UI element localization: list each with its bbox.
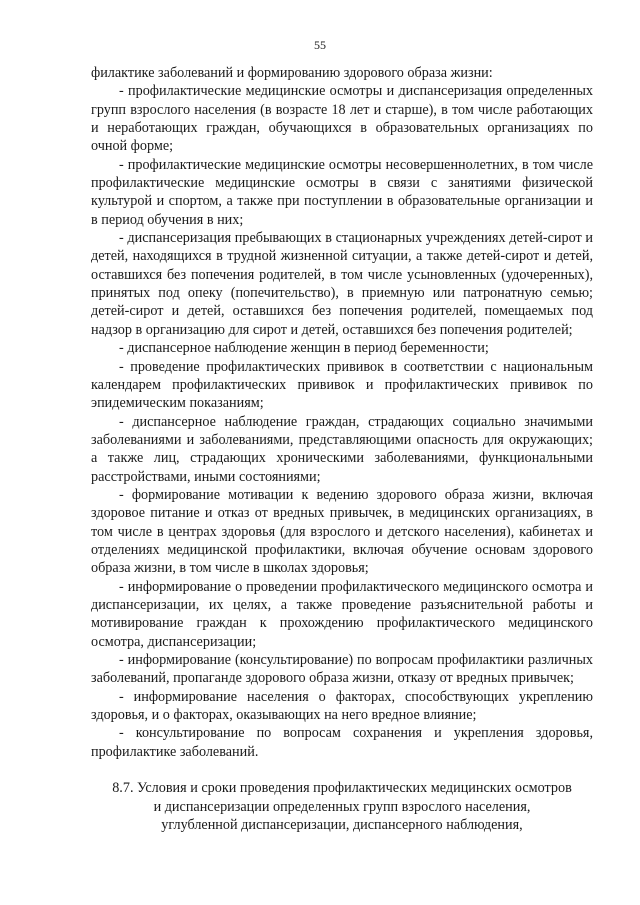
list-item: - диспансеризация пребывающих в стационарных учреждениях детей-сирот и детей, находящихся в трудной жизненной ситуации, а также детей-сирот и детей, оставшихся без попечения родителей, в том числе усыновленных (удочеренных), принятых под опеку (попечительство), в приемную или патронатную семью; детей-сирот и детей, оставшихся без попечения родителей, помещаемых под надзор в организацию для сирот и детей, оставшихся без попечения родителей; bbox=[91, 230, 593, 338]
section-heading bbox=[60, 779, 624, 835]
list-item: - информирование (консультирование) по вопросам профилактики различных заболеваний, пропаганде здорового образа жизни, отказу от вредных привычек; bbox=[91, 652, 593, 687]
body-text bbox=[91, 64, 593, 761]
list-item: - информирование о проведении профилактического медицинского осмотра и диспансеризации, их целях, а также проведение разъяснительной работы и мотивирование граждан к прохождению профилактического медицинского осмотра, диспансеризации; bbox=[91, 578, 593, 650]
list-item: - профилактические медицинские осмотры и диспансеризация определенных групп взрослого населения (в возрасте 18 лет и старше), в том числе работающих и неработающих граждан, обучающихся в образовательных организациях по очной форме; bbox=[91, 83, 593, 155]
paragraph-continuation: филактике заболеваний и формированию здорового образа жизни: bbox=[91, 65, 493, 81]
section-heading-line: углубленной диспансеризации, диспансерного наблюдения, bbox=[161, 817, 523, 833]
section-heading-line: 8.7. Условия и сроки проведения профилактических медицинских осмотров bbox=[112, 780, 572, 796]
list-item: - формирование мотивации к ведению здорового образа жизни, включая здоровое питание и отказ от вредных привычек, в медицинских организациях, в том числе в центрах здоровья (для взрослого и детского населения), кабинетах и отделениях медицинской профилактики, включая обучение основам здорового образа жизни, в том числе в школах здоровья; bbox=[91, 486, 593, 577]
list-item: - информирование населения о факторах, способствующих укреплению здоровья, и о факторах, оказывающих на него вредное влияние; bbox=[91, 688, 593, 724]
list-item: - консультирование по вопросам сохранения и укрепления здоровья, профилактике заболеваний. bbox=[91, 725, 593, 760]
list-item: - диспансерное наблюдение женщин в период беременности; bbox=[119, 340, 489, 357]
list-item: - диспансерное наблюдение граждан, страдающих социально значимыми заболеваниями и заболеваниями, представляющими опасность для окружающих; а также лиц, страдающих хроническими заболеваниями, функциональными расстройствами, иными состояниями; bbox=[91, 413, 593, 485]
list-item: - профилактические медицинские осмотры несовершеннолетних, в том числе профилактические медицинские осмотры в связи с занятиями физической культурой и спортом, а также при поступлении в образовательные организации и в период обучения в них; bbox=[91, 156, 593, 228]
page-number: 55 bbox=[314, 38, 326, 52]
list-item: - проведение профилактических прививок в соответствии с национальным календарем профилактических прививок и профилактических прививок по эпидемическим показаниям; bbox=[91, 358, 593, 412]
section-heading-line: и диспансеризации определенных групп взрослого населения, bbox=[153, 798, 531, 815]
